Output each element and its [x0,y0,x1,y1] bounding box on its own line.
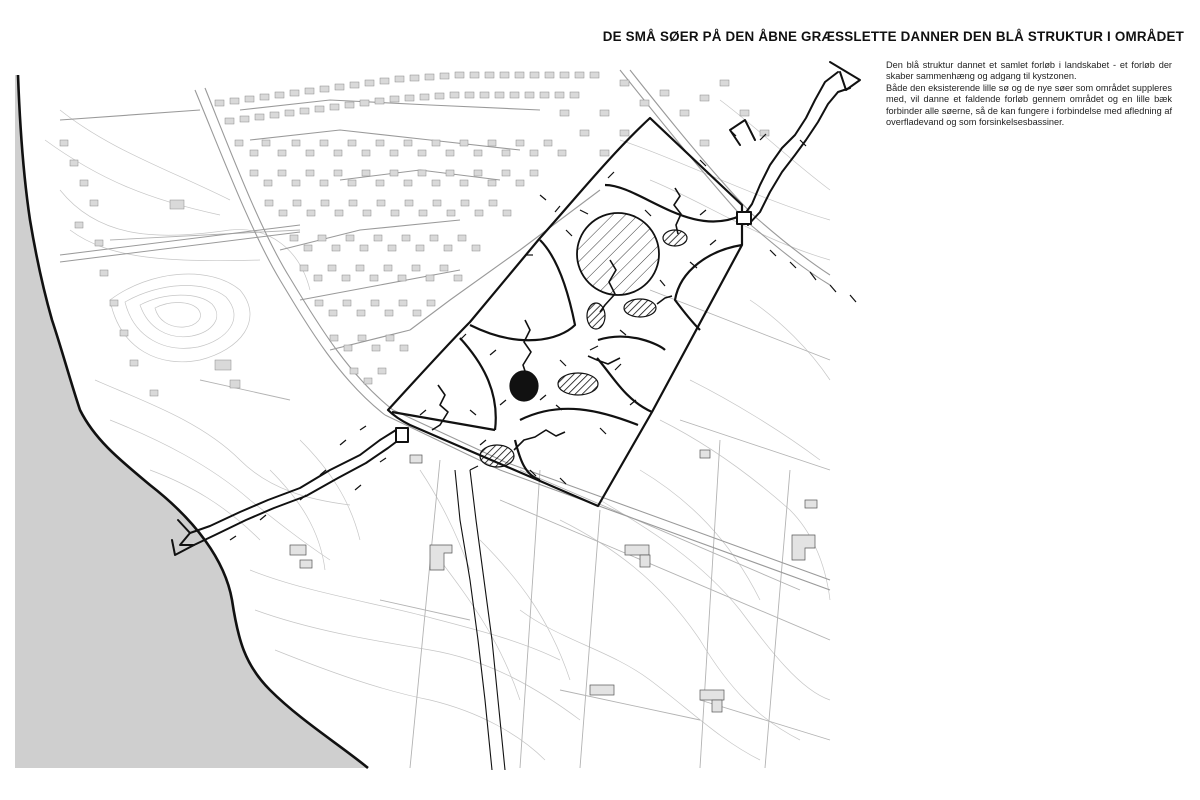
pond-1 [663,230,687,246]
description-paragraph-2: Både den eksisterende lille sø og de nye søer som området suppleres med, vil danne et faldende forløb gennem området og en lille bæk forbinder alle søerne, så de kan fungere i forbindelse med afledning af overfladevand og som forsinkelsesbassiner. [886,82,1172,128]
field-track [455,470,505,770]
pond-6 [480,445,514,467]
existing-lake-area [577,213,659,295]
pond-3 [587,303,605,329]
page-title: DE SMÅ SØER PÅ DEN ÅBNE GRÆSSLETTE DANNER DEN BLÅ STRUKTUR I OMRÅDET [602,29,1184,44]
pond-4 [510,371,538,401]
sketch-ticks [230,130,856,540]
pond-2 [624,299,656,317]
sea-area [15,75,368,768]
pond-5 [558,373,598,395]
description-paragraph-1: Den blå struktur dannet et samlet forløb i landskabet - et forløb der skaber sammenhæng og adgang til kystzonen. [886,60,1172,82]
description-block [886,60,1172,128]
coastal-stream [172,428,408,555]
development-zone [388,118,742,506]
northeast-stream [730,62,860,225]
